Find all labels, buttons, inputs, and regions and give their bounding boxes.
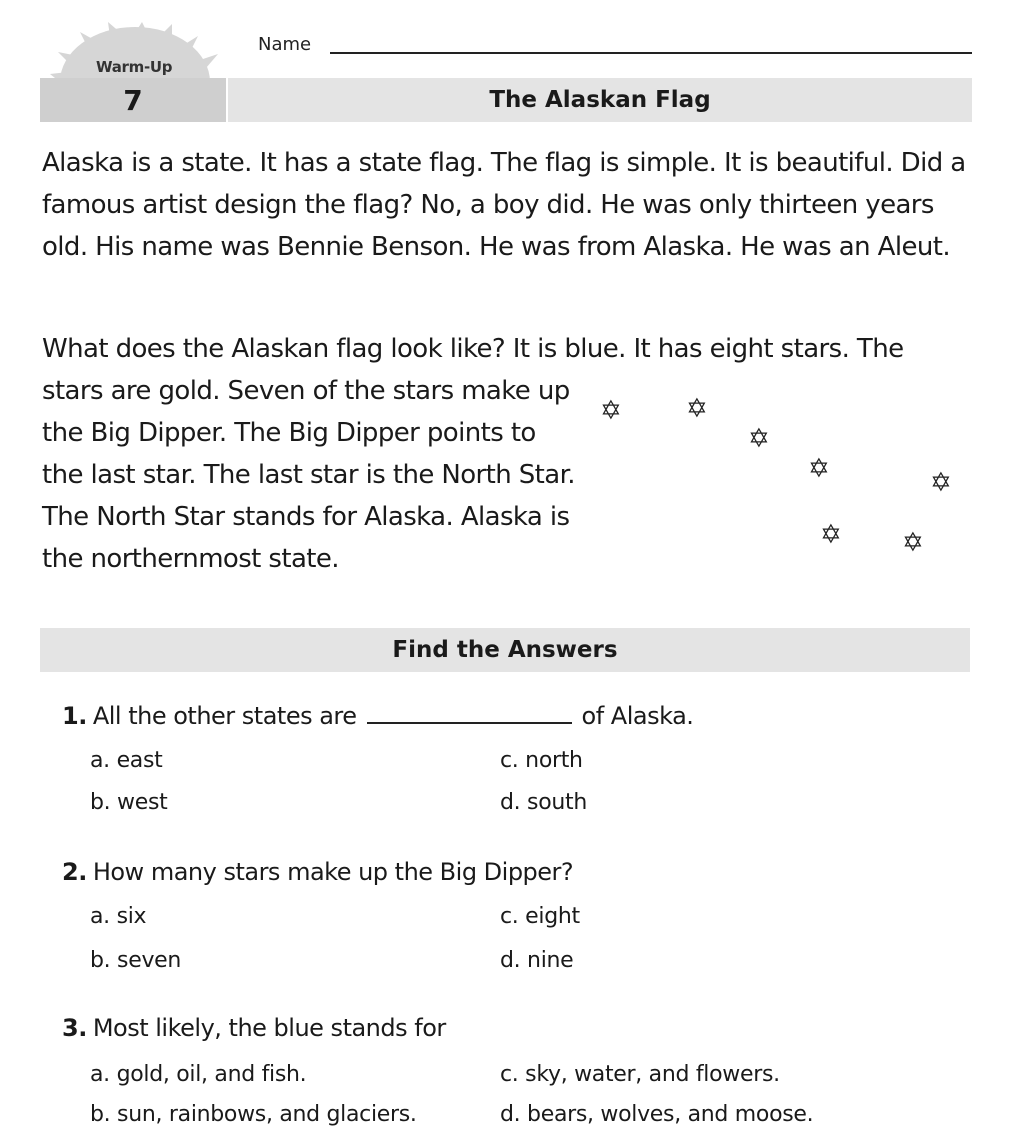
- option-a[interactable]: a. six: [90, 904, 147, 929]
- star-icon: ✡: [748, 424, 770, 454]
- page-title: The Alaskan Flag: [228, 78, 972, 122]
- question-text: Most likely, the blue stands for: [92, 1014, 446, 1042]
- star-icon: ✡: [808, 454, 830, 484]
- name-line[interactable]: [330, 52, 972, 54]
- question-1: [62, 702, 693, 730]
- star-icon: ✡: [600, 396, 622, 426]
- star-icon: ✡: [930, 468, 952, 498]
- question-text-end: of Alaska.: [581, 702, 694, 730]
- star-icon: ✡: [686, 394, 708, 424]
- option-d[interactable]: d. nine: [500, 948, 574, 973]
- option-b[interactable]: b. seven: [90, 948, 182, 973]
- question-3: [62, 1014, 446, 1042]
- option-b[interactable]: b. sun, rainbows, and glaciers.: [90, 1102, 417, 1127]
- option-c[interactable]: c. eight: [500, 904, 580, 929]
- warm-up-number: 7: [40, 78, 226, 122]
- answer-blank[interactable]: [367, 702, 572, 724]
- question-2: [62, 858, 573, 886]
- question-text: All the other states are: [92, 702, 357, 730]
- question-number: 3.: [62, 1014, 87, 1042]
- name-label: Name: [258, 34, 312, 55]
- question-text: How many stars make up the Big Dipper?: [92, 858, 574, 886]
- option-c[interactable]: c. sky, water, and flowers.: [500, 1062, 780, 1087]
- option-d[interactable]: d. south: [500, 790, 587, 815]
- section-title: Find the Answers: [40, 628, 970, 672]
- passage-paragraph-2-rest: stars are gold. Seven of the stars make up the Big Dipper. The Big Dipper points to the last star. The last star is the North Star. The North Star stands for Alaska. Alaska is the northernmost state.: [42, 376, 575, 574]
- option-a[interactable]: a. east: [90, 748, 163, 773]
- passage-paragraph-2-line-1: What does the Alaskan flag look like? It is blue. It has eight stars. The: [42, 334, 904, 364]
- option-d[interactable]: d. bears, wolves, and moose.: [500, 1102, 814, 1127]
- question-number: 2.: [62, 858, 87, 886]
- star-icon: ✡: [820, 520, 842, 550]
- passage-paragraph-1: Alaska is a state. It has a state flag. The flag is simple. It is beautiful. Did a famous artist design the flag? No, a boy did. He was only thirteen years old. His name was Bennie Benson. He was from Alaska. He was an Aleut.: [42, 148, 966, 262]
- star-icon: ✡: [902, 528, 924, 558]
- option-b[interactable]: b. west: [90, 790, 168, 815]
- option-c[interactable]: c. north: [500, 748, 583, 773]
- question-number: 1.: [62, 702, 87, 730]
- warm-up-label: Warm-Up: [96, 58, 173, 76]
- option-a[interactable]: a. gold, oil, and fish.: [90, 1062, 307, 1087]
